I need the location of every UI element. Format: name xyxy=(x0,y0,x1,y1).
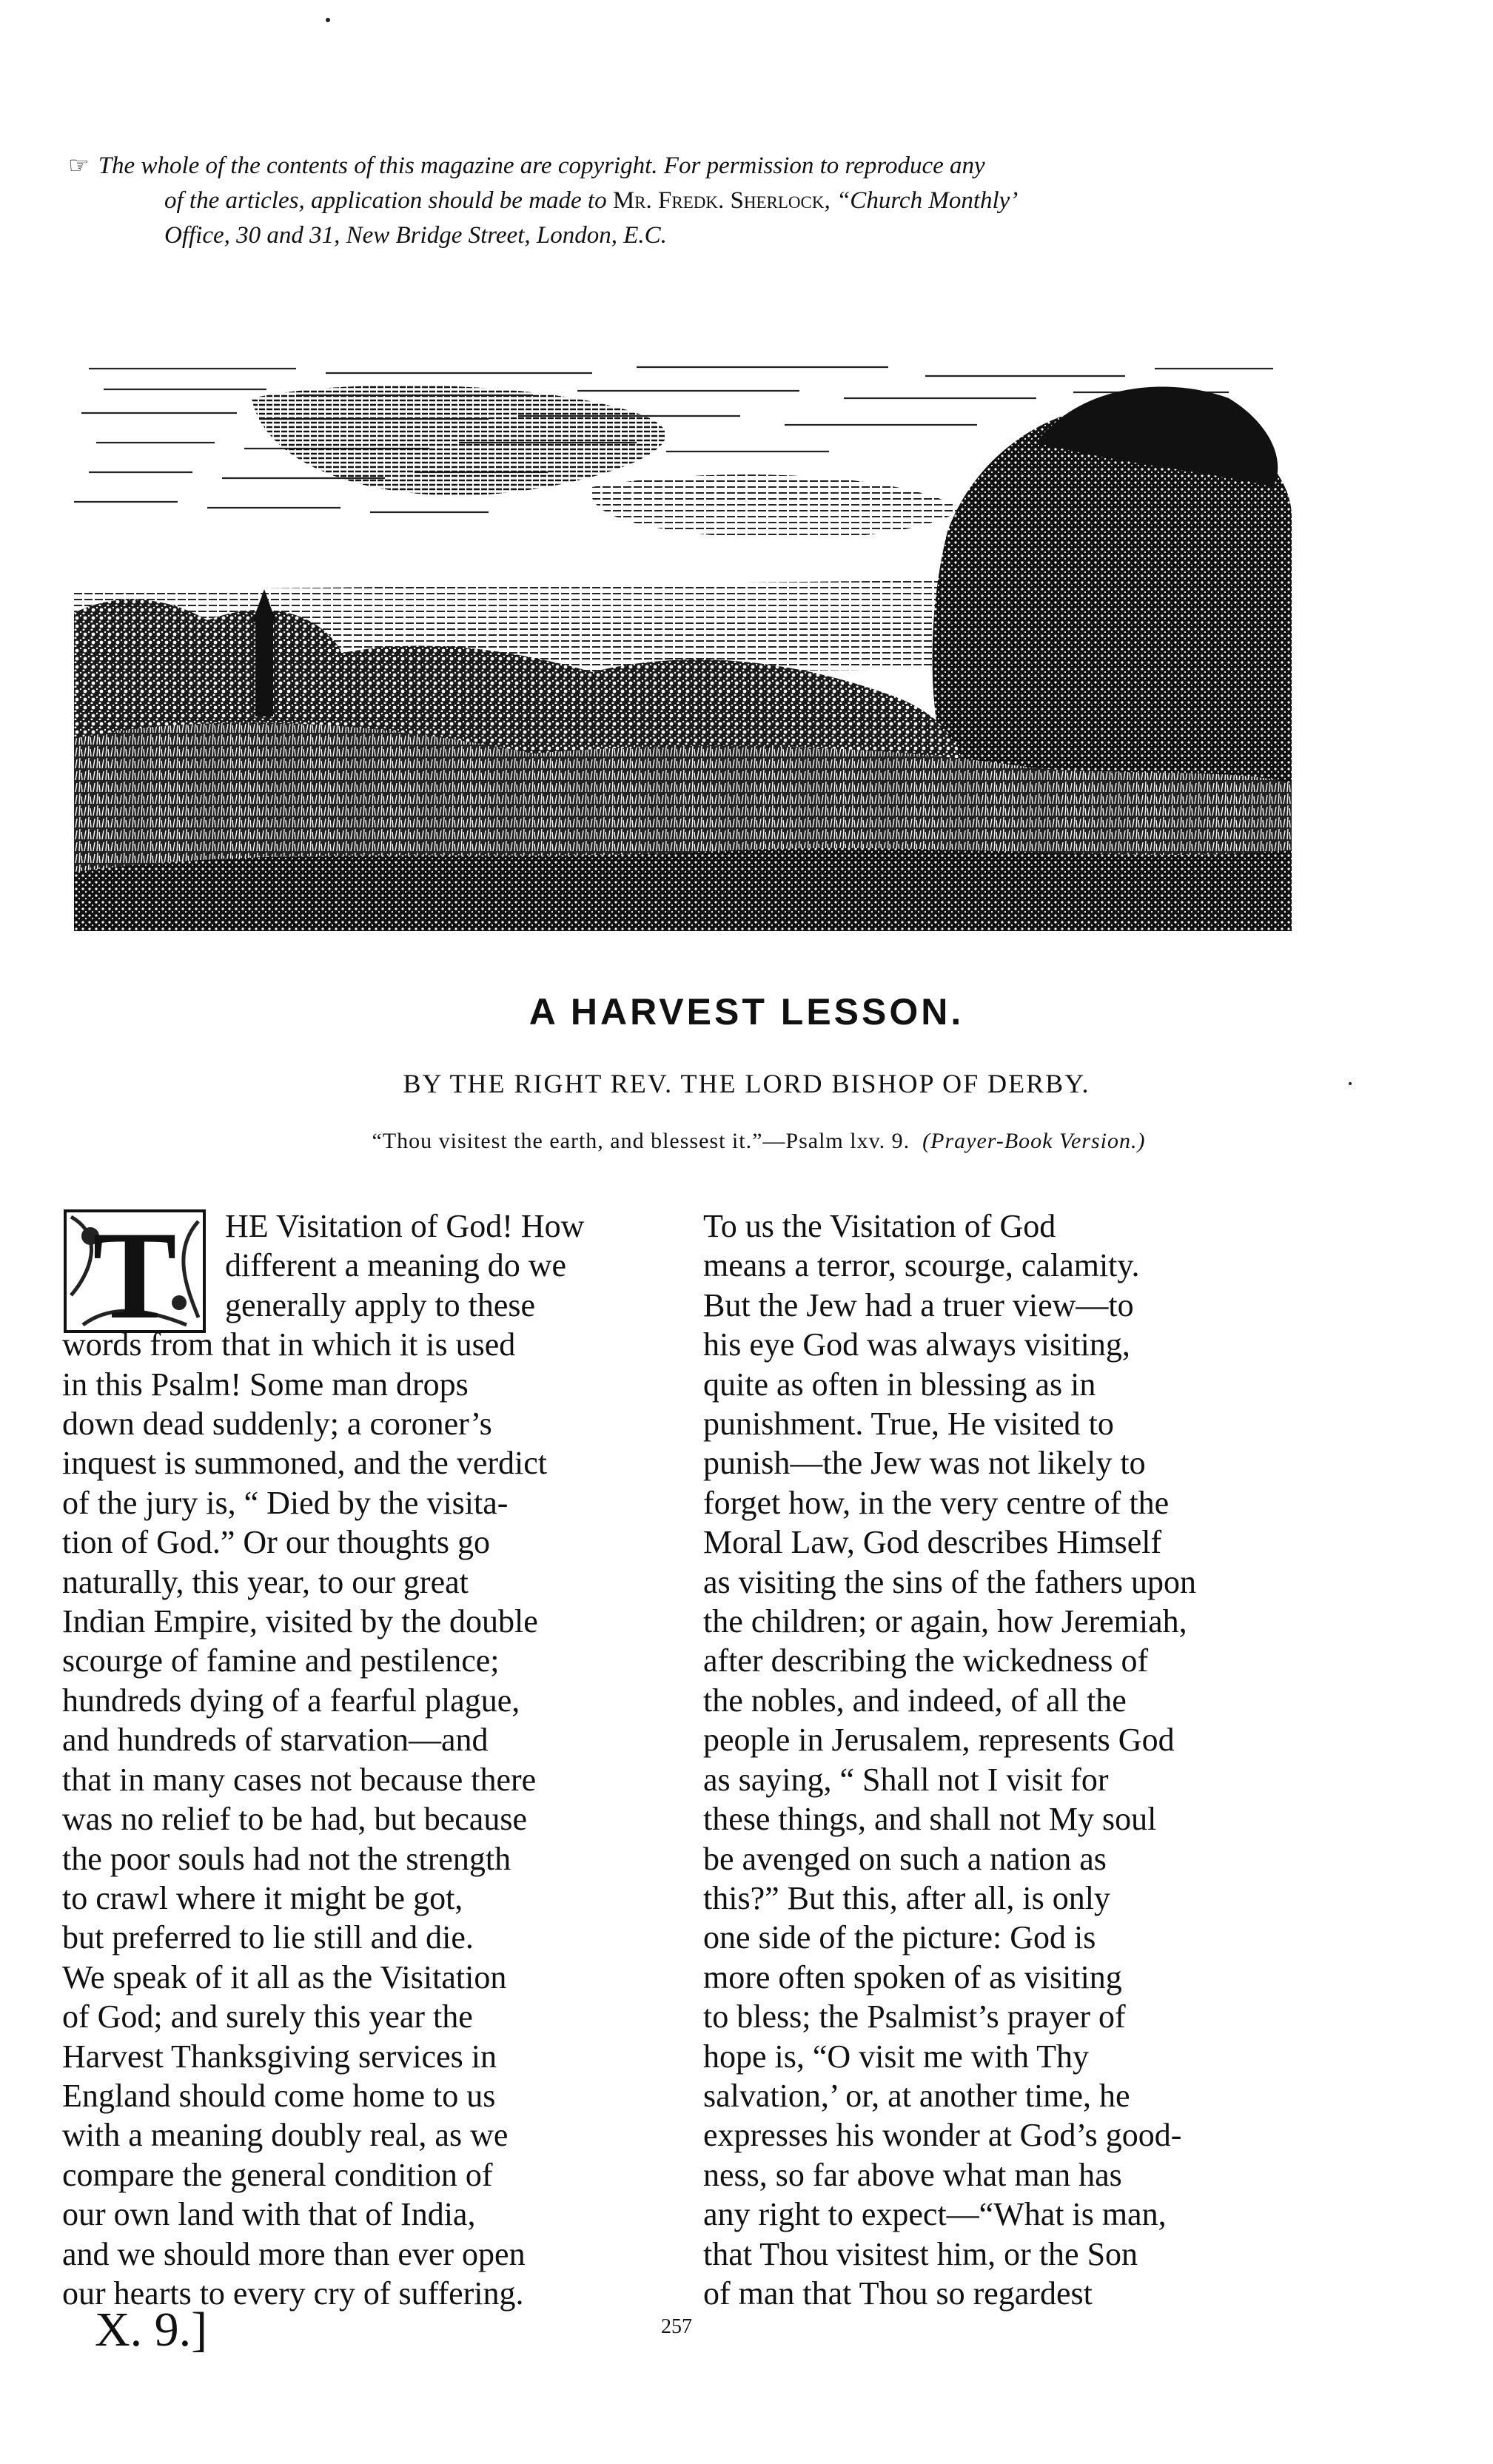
text-line: scourge of famine and pestilence; xyxy=(62,1642,500,1679)
text-line: inquest is summoned, and the verdict xyxy=(62,1445,547,1482)
signature-mark: X. 9.] xyxy=(95,2303,208,2357)
right-column xyxy=(703,1206,1303,2313)
text-line: the poor souls had not the strength xyxy=(62,1840,511,1877)
text-line: his eye God was always visiting, xyxy=(703,1326,1130,1363)
text-line: our hearts to every cry of suffering. xyxy=(62,2275,524,2312)
text-line: ness, so far above what man has xyxy=(703,2156,1122,2193)
notice-line-1: The whole of the contents of this magazine are copyright. For permission to reproduce any xyxy=(98,152,985,179)
text-line: punishment. True, He visited to xyxy=(703,1406,1114,1443)
text-line: forget how, in the very centre of the xyxy=(703,1484,1170,1521)
text-line: tion of God.” Or our thoughts go xyxy=(62,1524,491,1561)
text-line: hope is, “O visit me with Thy xyxy=(703,2038,1090,2075)
text-line: as saying, “ Shall not I visit for xyxy=(703,1761,1109,1798)
epigraph xyxy=(111,1129,1406,1154)
text-line: to bless; the Psalmist’s prayer of xyxy=(703,1998,1126,2035)
text-line: that in many cases not because there xyxy=(62,1761,537,1798)
left-column xyxy=(62,1206,654,2313)
text-line: HE Visitation of God! How xyxy=(225,1208,585,1244)
text-line: means a terror, scourge, calamity. xyxy=(703,1247,1140,1284)
text-line: down dead suddenly; a coroner’s xyxy=(62,1406,492,1443)
text-line: Moral Law, God describes Himself xyxy=(703,1524,1162,1561)
text-line: Indian Empire, visited by the double xyxy=(62,1603,538,1640)
text-line: more often spoken of as visiting xyxy=(703,1958,1122,1995)
epigraph-version: (Prayer-Book Version.) xyxy=(922,1129,1146,1153)
copyright-notice xyxy=(68,148,1326,253)
text-line: England should come home to us xyxy=(62,2077,496,2114)
contact-name: Mr. Fredk. Sherlock xyxy=(612,187,825,214)
text-line: We speak of it all as the Visitation xyxy=(62,1958,507,1995)
text-line: be avenged on such a nation as xyxy=(703,1840,1107,1877)
text-line: our own land with that of India, xyxy=(62,2196,476,2233)
page-number: 257 xyxy=(661,2315,692,2338)
text-line: the nobles, and indeed, of all the xyxy=(703,1682,1127,1719)
text-line: But the Jew had a truer view—to xyxy=(703,1286,1134,1323)
text-line: words from that in which it is used xyxy=(62,1326,516,1363)
speck xyxy=(326,18,330,22)
text-line: these things, and shall not My soul xyxy=(703,1801,1157,1838)
text-line: that Thou visitest him, or the Son xyxy=(703,2235,1138,2272)
text-line: as visiting the sins of the fathers upon xyxy=(703,1563,1197,1600)
text-line: but preferred to lie still and die. xyxy=(62,1919,474,1956)
svg-text:T: T xyxy=(93,1206,177,1336)
text-line: this?” But this, after all, is only xyxy=(703,1879,1110,1916)
epigraph-quote: “Thou visitest the earth, and blessest it.”—Psalm lxv. 9. xyxy=(372,1129,910,1153)
text-line: and we should more than ever open xyxy=(62,2235,526,2272)
notice-line-2: of the articles, application should be made to Mr. Fredk. Sherlock, “Church Monthly’ xyxy=(164,187,1019,214)
text-line: different a meaning do we xyxy=(225,1247,567,1284)
article-byline: BY THE RIGHT REV. THE LORD BISHOP OF DERBY. xyxy=(403,1069,1090,1098)
text-line: generally apply to these xyxy=(225,1286,536,1323)
text-line: Harvest Thanksgiving services in xyxy=(62,2038,497,2075)
text-line: to crawl where it might be got, xyxy=(62,1879,463,1916)
text-line: in this Psalm! Some man drops xyxy=(62,1366,469,1403)
text-line: one side of the picture: God is xyxy=(703,1919,1096,1956)
text-line: To us the Visitation of God xyxy=(703,1208,1056,1244)
text-line: of the jury is, “ Died by the visita- xyxy=(62,1484,509,1521)
text-line: salvation,’ or, at another time, he xyxy=(703,2077,1130,2114)
article-title: A HARVEST LESSON. xyxy=(529,991,964,1033)
notice-line-3: Office, 30 and 31, New Bridge Street, London, E.C. xyxy=(164,222,667,249)
text-line: was no relief to be had, but because xyxy=(62,1801,527,1838)
text-line: compare the general condition of xyxy=(62,2156,493,2193)
text-line: of man that Thou so regardest xyxy=(703,2275,1093,2312)
text-line: expresses his wonder at God’s good- xyxy=(703,2117,1182,2154)
text-line: naturally, this year, to our great xyxy=(62,1563,469,1600)
pointing-hand-icon: ☞ xyxy=(68,152,90,178)
text-line: with a meaning doubly real, as we xyxy=(62,2117,509,2154)
text-line: punish—the Jew was not likely to xyxy=(703,1445,1146,1482)
text-line: the children; or again, how Jeremiah, xyxy=(703,1603,1187,1640)
text-line: of God; and surely this year the xyxy=(62,1998,473,2035)
text-line: hundreds dying of a fearful plague, xyxy=(62,1682,520,1719)
landscape-engraving-icon xyxy=(74,354,1292,931)
text-line: after describing the wickedness of xyxy=(703,1642,1149,1679)
text-line: quite as often in blessing as in xyxy=(703,1366,1096,1403)
text-line: people in Jerusalem, represents God xyxy=(703,1722,1175,1759)
text-line: and hundreds of starvation—and xyxy=(62,1722,489,1759)
text-line: any right to expect—“What is man, xyxy=(703,2196,1167,2233)
